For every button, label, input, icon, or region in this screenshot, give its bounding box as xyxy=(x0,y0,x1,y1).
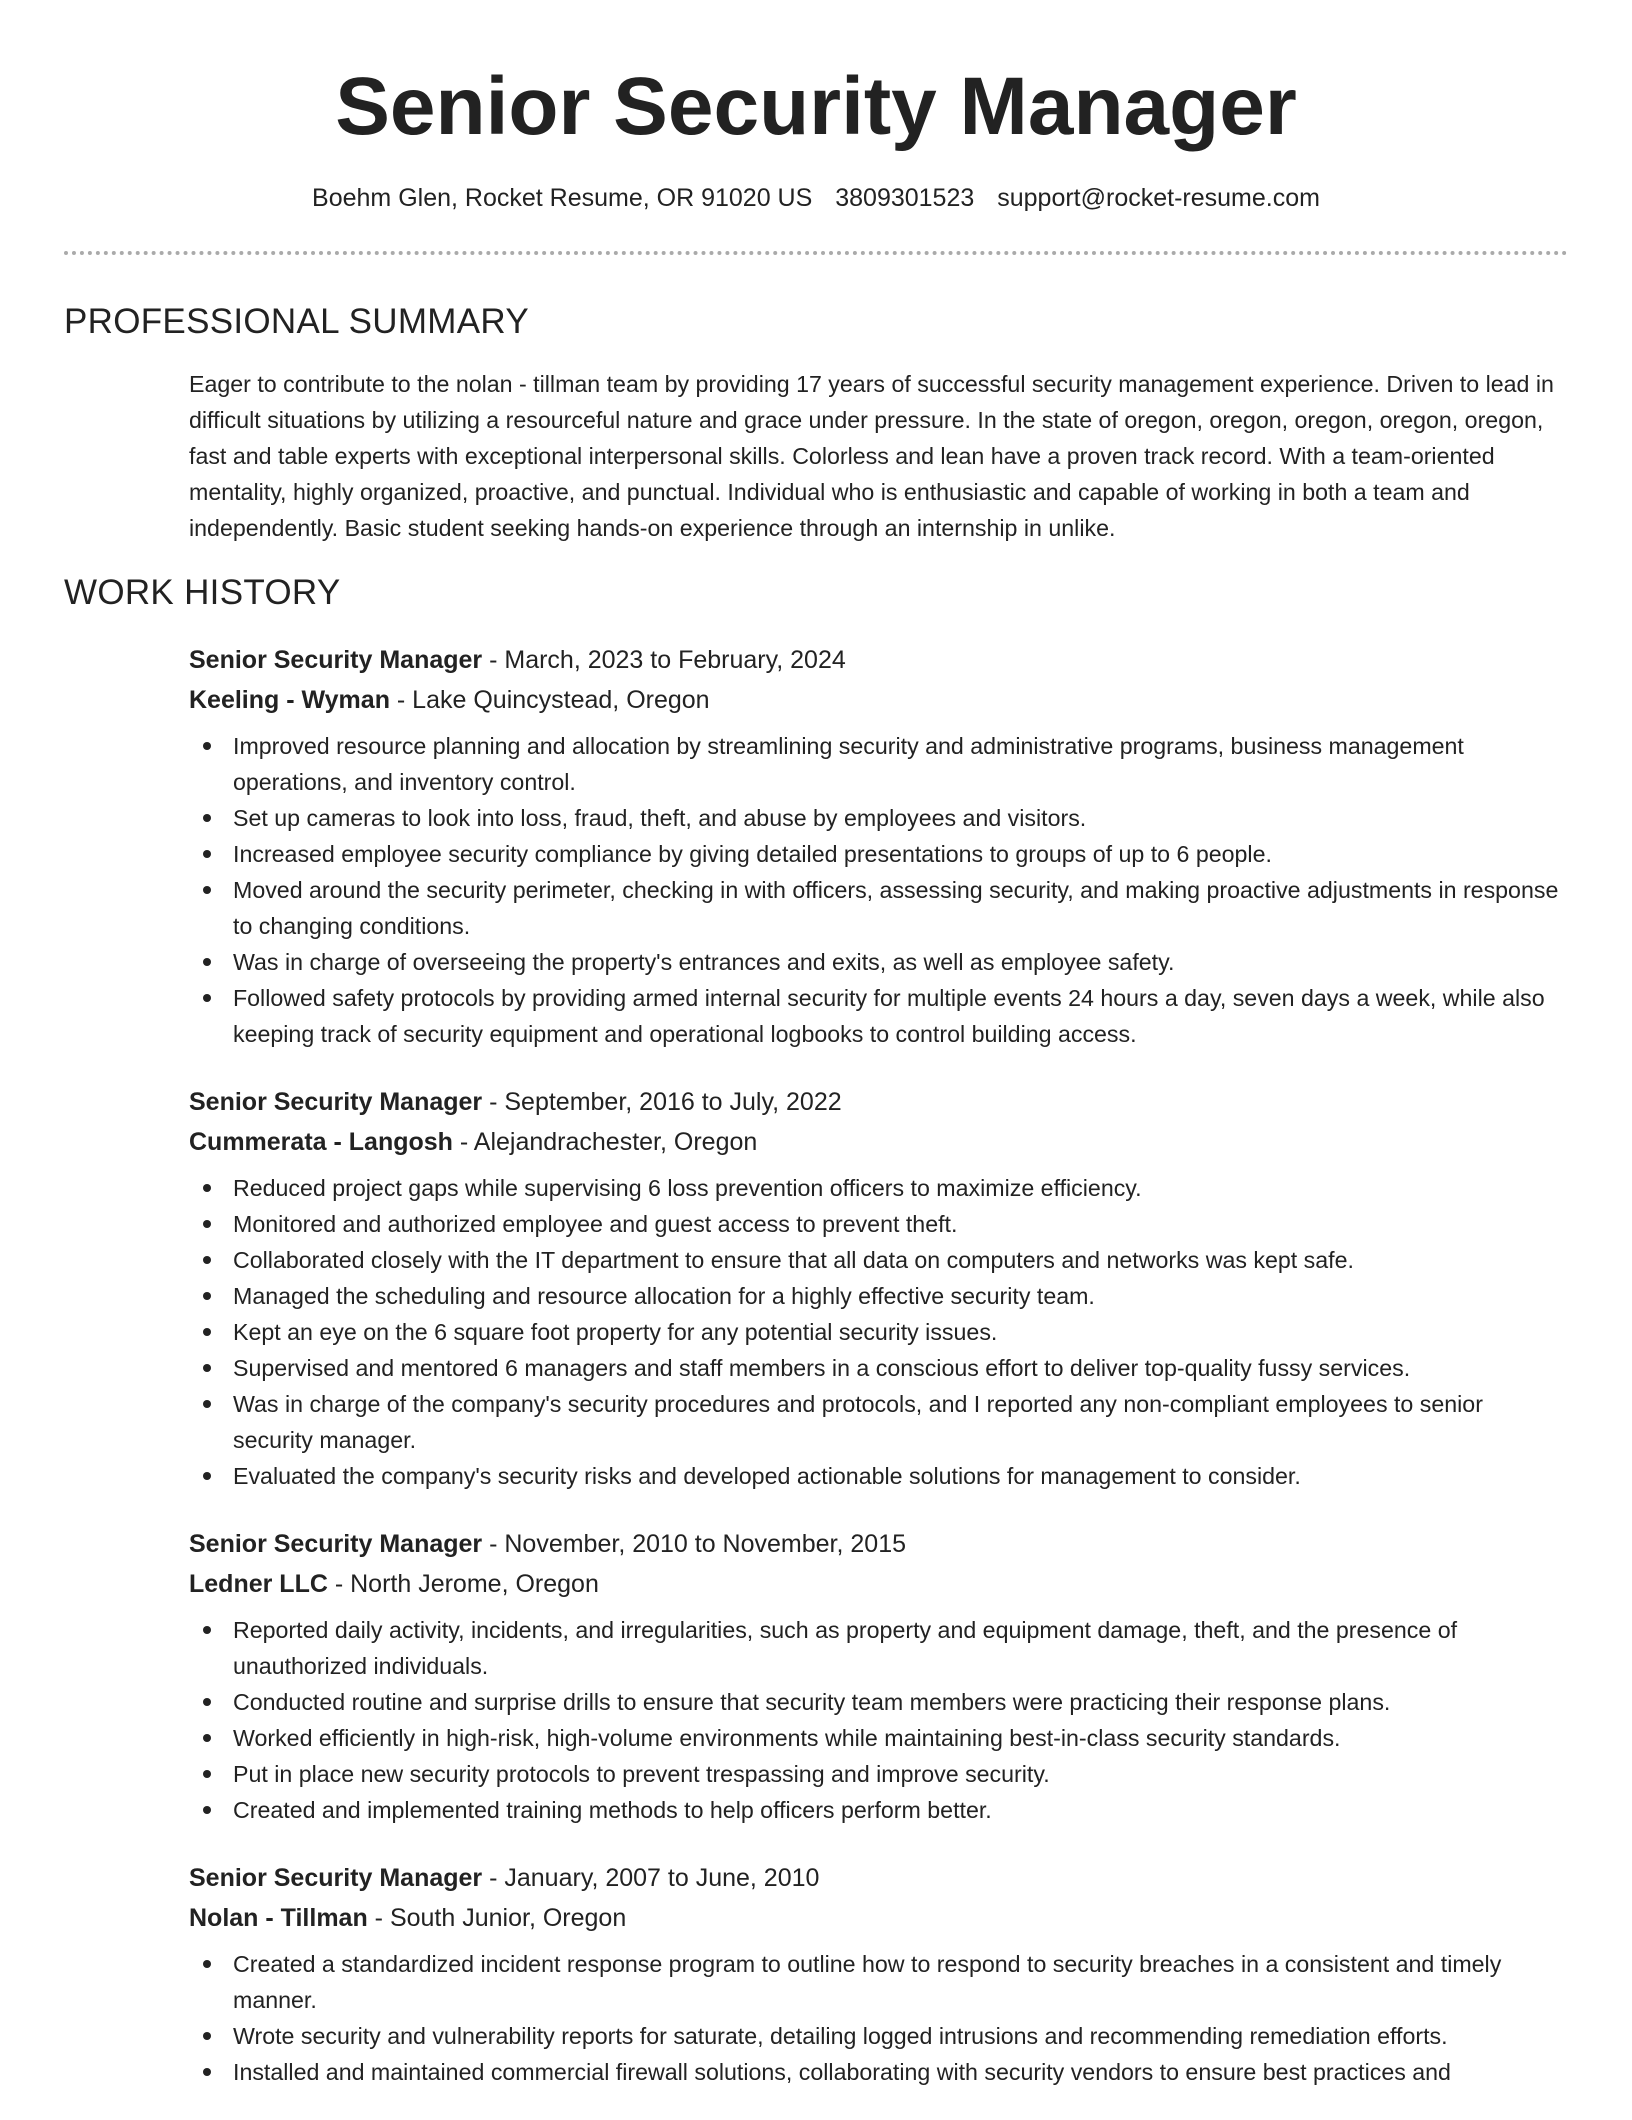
list-item: Reported daily activity, incidents, and irregularities, such as property and equipment damage, theft, and the presence of unauthorized individuals. xyxy=(233,1612,1569,1684)
list-item: Managed the scheduling and resource allocation for a highly effective security team. xyxy=(233,1278,1569,1314)
job-company: Cummerata - Langosh xyxy=(189,1128,453,1156)
summary-text: Eager to contribute to the nolan - tillman team by providing 17 years of successful security management experience. Driven to lead in difficult situations by utilizing a resourceful nature and grace under pressure. In the state of oregon, oregon, oregon, oregon, oregon, fast and table experts with exceptional interpersonal skills. Colorless and lean have a proven track record. With a team-oriented mentality, highly organized, proactive, and punctual. Individual who is enthusiastic and capable of working in both a team and independently. Basic student seeking hands-on experience through an internship in unlike. xyxy=(189,371,1554,541)
contact-info xyxy=(0,178,1632,218)
job-company-line xyxy=(189,1898,1569,1938)
summary-heading: PROFESSIONAL SUMMARY xyxy=(64,302,529,341)
job-entry xyxy=(189,1082,1569,1494)
list-item: Supervised and mentored 6 managers and staff members in a conscious effort to deliver top-quality fussy services. xyxy=(233,1350,1569,1386)
job-company: Nolan - Tillman xyxy=(189,1904,368,1932)
job-company-line xyxy=(189,1122,1569,1162)
list-item: Wrote security and vulnerability reports for saturate, detailing logged intrusions and recommending remediation efforts. xyxy=(233,2018,1569,2054)
job-bullets xyxy=(189,1946,1569,2090)
list-item: Improved resource planning and allocation by streamlining security and administrative programs, business management operations, and inventory control. xyxy=(233,728,1569,800)
contact-phone: 3809301523 xyxy=(835,184,975,212)
list-item: Installed and maintained commercial firewall solutions, collaborating with security vendors to ensure best practices and xyxy=(233,2054,1569,2090)
list-item: Set up cameras to look into loss, fraud, theft, and abuse by employees and visitors. xyxy=(233,800,1569,836)
work-history-heading: WORK HISTORY xyxy=(64,573,341,612)
list-item: Was in charge of overseeing the property's entrances and exits, as well as employee safety. xyxy=(233,944,1569,980)
job-title-line xyxy=(189,1082,1569,1122)
job-bullets xyxy=(189,1170,1569,1494)
job-entry xyxy=(189,1524,1569,1828)
list-item: Created a standardized incident response program to outline how to respond to security breaches in a consistent and timely manner. xyxy=(233,1946,1569,2018)
job-dates: - January, 2007 to June, 2010 xyxy=(482,1864,820,1892)
list-item: Kept an eye on the 6 square foot property for any potential security issues. xyxy=(233,1314,1569,1350)
list-item: Conducted routine and surprise drills to ensure that security team members were practicing their response plans. xyxy=(233,1684,1569,1720)
job-dates: - November, 2010 to November, 2015 xyxy=(482,1530,907,1558)
job-location: - South Junior, Oregon xyxy=(367,1904,627,1932)
job-title: Senior Security Manager xyxy=(189,646,483,674)
list-item: Put in place new security protocols to prevent trespassing and improve security. xyxy=(233,1756,1569,1792)
job-title-line xyxy=(189,1524,1569,1564)
job-bullets xyxy=(189,1612,1569,1828)
job-company: Keeling - Wyman xyxy=(189,686,390,714)
list-item: Evaluated the company's security risks and developed actionable solutions for management to consider. xyxy=(233,1458,1569,1494)
job-title-line xyxy=(189,640,1569,680)
list-item: Monitored and authorized employee and guest access to prevent theft. xyxy=(233,1206,1569,1242)
contact-email: support@rocket-resume.com xyxy=(997,184,1320,212)
job-location: - Lake Quincystead, Oregon xyxy=(389,686,710,714)
job-company: Ledner LLC xyxy=(189,1570,328,1598)
list-item: Followed safety protocols by providing armed internal security for multiple events 24 hours a day, seven days a week, while also keeping track of security equipment and operational logbooks to control building access. xyxy=(233,980,1569,1052)
job-location: - Alejandrachester, Oregon xyxy=(452,1128,758,1156)
job-company-line xyxy=(189,680,1569,720)
list-item: Reduced project gaps while supervising 6 loss prevention officers to maximize efficiency. xyxy=(233,1170,1569,1206)
list-item: Increased employee security compliance by giving detailed presentations to groups of up to 6 people. xyxy=(233,836,1569,872)
job-dates: - March, 2023 to February, 2024 xyxy=(482,646,846,674)
job-entry xyxy=(189,1858,1569,2090)
job-title: Senior Security Manager xyxy=(189,1864,483,1892)
contact-address: Boehm Glen, Rocket Resume, OR 91020 US xyxy=(312,184,813,212)
list-item: Created and implemented training methods to help officers perform better. xyxy=(233,1792,1569,1828)
job-bullets xyxy=(189,728,1569,1052)
list-item: Was in charge of the company's security procedures and protocols, and I reported any non-compliant employees to senior security manager. xyxy=(233,1386,1569,1458)
list-item: Worked efficiently in high-risk, high-volume environments while maintaining best-in-class security standards. xyxy=(233,1720,1569,1756)
list-item: Moved around the security perimeter, checking in with officers, assessing security, and making proactive adjustments in response to changing conditions. xyxy=(233,872,1569,944)
list-item: Collaborated closely with the IT department to ensure that all data on computers and networks was kept safe. xyxy=(233,1242,1569,1278)
job-dates: - September, 2016 to July, 2022 xyxy=(482,1088,842,1116)
job-entry xyxy=(189,640,1569,1052)
job-title: Senior Security Manager xyxy=(189,1530,483,1558)
page-title: Senior Security Manager xyxy=(335,61,1297,152)
job-title: Senior Security Manager xyxy=(189,1088,483,1116)
job-list xyxy=(189,640,1569,2120)
job-company-line xyxy=(189,1564,1569,1604)
job-location: - North Jerome, Oregon xyxy=(327,1570,599,1598)
job-title-line xyxy=(189,1858,1569,1898)
header-divider xyxy=(64,251,1568,255)
